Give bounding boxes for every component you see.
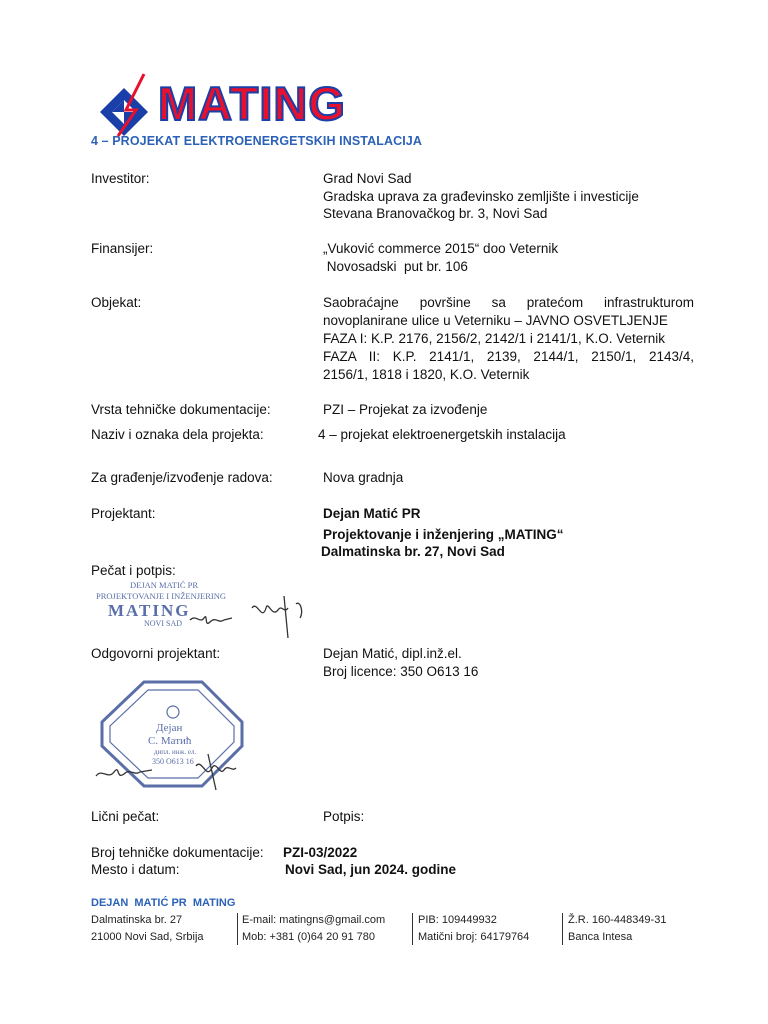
stamp-line1: DEJAN MATIĆ PR <box>130 580 199 590</box>
investitor-line2: Gradska uprava za građevinsko zemljište i investicije <box>323 189 639 204</box>
footer-phone: Mob: +381 (0)64 20 91 780 <box>242 931 376 943</box>
objekat-line1: Saobraćajne površine sa pratećom infrastrukturom <box>323 295 694 310</box>
footer-divider <box>412 913 413 945</box>
company-logo <box>92 72 352 142</box>
footer-divider <box>237 913 238 945</box>
footer-email: E-mail: matingns@gmail.com <box>242 914 386 926</box>
stamp-line3: MATING <box>108 601 191 620</box>
vrsta-label: Vrsta tehničke dokumentacije: <box>91 402 271 417</box>
investitor-line3: Stevana Branovačkog br. 3, Novi Sad <box>323 206 548 221</box>
finansijer-line1: „Vuković commerce 2015“ doo Veternik <box>323 241 559 256</box>
vrsta-value: PZI – Projekat za izvođenje <box>323 402 488 417</box>
footer-company: DEJAN MATIĆ PR MATING <box>91 897 236 909</box>
pecat-label: Pečat i potpis: <box>91 563 176 578</box>
footer-divider <box>562 913 563 945</box>
odgovorni-label: Odgovorni projektant: <box>91 646 221 661</box>
mesto-value: Novi Sad, jun 2024. godine <box>285 862 457 877</box>
footer-maticni-broj: Matični broj: 64179764 <box>418 931 530 943</box>
naziv-label: Naziv i oznaka dela projekta: <box>91 427 264 442</box>
projektant-line1: Dejan Matić PR <box>323 506 421 521</box>
stamp-line2: PROJEKTOVANJE I INŽENJERING <box>96 591 227 601</box>
licni-pecat-label: Lični pečat: <box>91 809 160 824</box>
mesto-label: Mesto i datum: <box>91 862 180 877</box>
personal-seal-graphic <box>92 676 252 794</box>
potpis-label: Potpis: <box>323 809 365 824</box>
odgovorni-line2: Broj licence: 350 O613 16 <box>323 664 479 679</box>
seal-name2: С. Матић <box>148 735 192 747</box>
odgovorni-line1: Dejan Matić, dipl.inž.el. <box>323 646 462 661</box>
projektant-label: Projektant: <box>91 506 156 521</box>
objekat-line4: FAZA II: K.P. 2141/1, 2139, 2144/1, 2150/1, 2143/4, <box>323 349 694 364</box>
objekat-label: Objekat: <box>91 295 142 310</box>
company-stamp-graphic <box>92 578 324 640</box>
investitor-line1: Grad Novi Sad <box>323 171 412 186</box>
seal-title: дипл. инж. ел. <box>154 748 197 756</box>
company-stamp <box>92 578 324 640</box>
stamp-line4: NOVI SAD <box>144 619 182 628</box>
projektant-line3: Dalmatinska br. 27, Novi Sad <box>321 544 505 559</box>
seal-name1: Дејан <box>156 722 183 734</box>
seal-number: 350 O613 16 <box>152 757 194 766</box>
investitor-label: Investitor: <box>91 171 150 186</box>
logo-text: MATING <box>158 77 346 130</box>
objekat-line2: novoplanirane ulice u Veterniku – JAVNO OSVETLJENJE <box>323 313 668 328</box>
projektant-line2: Projektovanje i inženjering „MATING“ <box>323 527 564 542</box>
finansijer-line2: Novosadski put br. 106 <box>323 259 468 274</box>
finansijer-label: Finansijer: <box>91 241 154 256</box>
gradjenje-label: Za građenje/izvođenje radova: <box>91 470 273 485</box>
broj-dok-value: PZI-03/2022 <box>283 845 358 860</box>
personal-seal <box>92 676 252 794</box>
broj-dok-label: Broj tehničke dokumentacije: <box>91 845 264 860</box>
footer-address-line2: 21000 Novi Sad, Srbija <box>91 931 204 943</box>
naziv-value: 4 – projekat elektroenergetskih instalacija <box>318 427 566 442</box>
footer-address-line1: Dalmatinska br. 27 <box>91 914 183 926</box>
objekat-line3: FAZA I: K.P. 2176, 2156/2, 2142/1 i 2141/1, K.O. Veternik <box>323 331 665 346</box>
objekat-line5: 2156/1, 1818 i 1820, K.O. Veternik <box>323 367 530 382</box>
footer-account: Ž.R. 160-448349-31 <box>568 914 667 926</box>
gradjenje-value: Nova gradnja <box>323 470 404 485</box>
footer-bank: Banca Intesa <box>568 931 633 943</box>
page-title: 4 – PROJEKAT ELEKTROENERGETSKIH INSTALACIJA <box>91 134 422 148</box>
footer-pib: PIB: 109449932 <box>418 914 497 926</box>
